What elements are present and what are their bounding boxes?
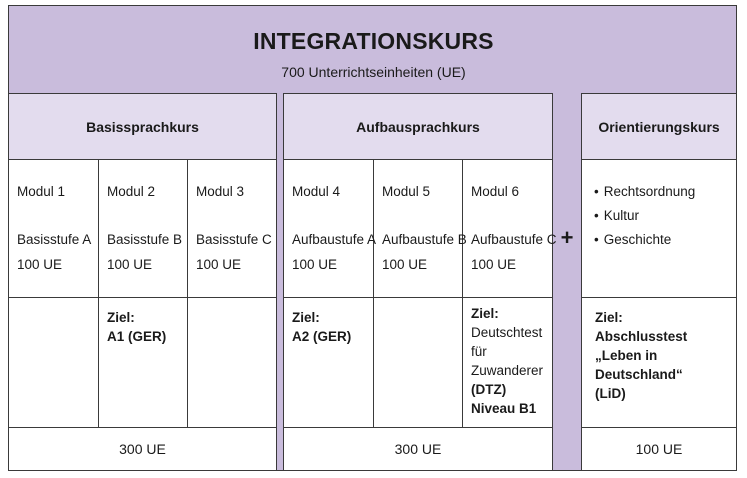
aufbau-course-panel xyxy=(283,93,557,471)
module-name: Modul 4 xyxy=(292,184,341,199)
aufbau-total: 300 UE xyxy=(394,441,442,457)
topic-list xyxy=(594,180,695,252)
list-item: • Kultur xyxy=(594,204,695,228)
basis-total: 300 UE xyxy=(119,441,166,457)
module-name: Modul 6 xyxy=(471,184,520,199)
module-cell xyxy=(374,160,467,297)
goal-label: Ziel: xyxy=(107,310,135,325)
module-ue: 100 UE xyxy=(196,257,242,272)
list-item: • Rechtsordnung xyxy=(594,180,695,204)
goal-line-bold: (LiD) xyxy=(595,386,626,401)
module-level: Aufbaustufe C xyxy=(471,232,557,247)
goal-cell-empty xyxy=(374,298,463,427)
module-cell xyxy=(99,160,188,297)
goal-a1 xyxy=(107,308,166,346)
goal-dtz xyxy=(471,304,543,418)
module-name: Modul 2 xyxy=(107,184,156,199)
orientation-course-panel xyxy=(581,93,737,471)
orientation-topics-row xyxy=(582,160,736,298)
aufbau-course-title: Aufbausprachkurs xyxy=(284,94,552,160)
module-name: Modul 5 xyxy=(382,184,431,199)
module-ue: 100 UE xyxy=(17,257,63,272)
goal-cell-empty xyxy=(188,298,275,427)
module-ue: 100 UE xyxy=(292,257,338,272)
plus-symbol: + xyxy=(560,225,574,250)
module-cell xyxy=(9,160,99,297)
goal-lid xyxy=(595,308,687,403)
module-cell xyxy=(188,160,275,297)
basis-goal-row xyxy=(9,298,276,428)
basis-modules-row xyxy=(9,160,276,298)
module-ue: 100 UE xyxy=(107,257,153,272)
module-level: Basisstufe B xyxy=(107,232,183,247)
goal-line-bold: Abschlusstest xyxy=(595,329,688,344)
module-name: Modul 3 xyxy=(196,184,245,199)
goal-label: Ziel: xyxy=(471,306,499,321)
goal-text: A1 (GER) xyxy=(107,329,167,344)
goal-line-bold: (DTZ) xyxy=(471,382,507,397)
module-cell xyxy=(284,160,377,297)
goal-line: Deutschtest xyxy=(471,325,543,340)
goal-cell xyxy=(463,298,551,427)
module-level: Aufbaustufe B xyxy=(382,232,467,247)
module-ue: 100 UE xyxy=(471,257,517,272)
goal-line-bold: Niveau B1 xyxy=(471,401,537,416)
basis-course-panel xyxy=(8,93,277,471)
basis-course-title: Basissprachkurs xyxy=(9,94,276,160)
module-level: Aufbaustufe A xyxy=(292,232,377,247)
goal-label: Ziel: xyxy=(595,310,623,325)
module-cell xyxy=(463,160,557,297)
goal-a2 xyxy=(292,308,351,346)
module-name: Modul 1 xyxy=(17,184,66,199)
goal-cell-empty xyxy=(9,298,99,427)
orientation-total: 100 UE xyxy=(635,441,683,457)
goal-cell xyxy=(284,298,374,427)
goal-cell xyxy=(99,298,188,427)
goal-line-bold: Deutschland“ xyxy=(595,367,683,382)
goal-label: Ziel: xyxy=(292,310,320,325)
goal-line: Zuwanderer xyxy=(471,363,544,378)
list-item: • Geschichte xyxy=(594,228,695,252)
page-subtitle: 700 Unterrichtseinheiten (UE) xyxy=(281,64,466,80)
aufbau-goal-row xyxy=(284,298,552,428)
module-level: Basisstufe C xyxy=(196,232,272,247)
orientation-goal-row xyxy=(582,298,736,428)
goal-text: A2 (GER) xyxy=(292,329,352,344)
orientation-course-title: Orientierungskurs xyxy=(582,94,736,160)
aufbau-modules-row xyxy=(284,160,557,298)
goal-line-bold: „Leben in xyxy=(595,348,658,363)
module-ue: 100 UE xyxy=(382,257,428,272)
goal-line: für xyxy=(471,344,487,359)
module-level: Basisstufe A xyxy=(17,232,92,247)
page-title: INTEGRATIONSKURS xyxy=(253,28,494,54)
